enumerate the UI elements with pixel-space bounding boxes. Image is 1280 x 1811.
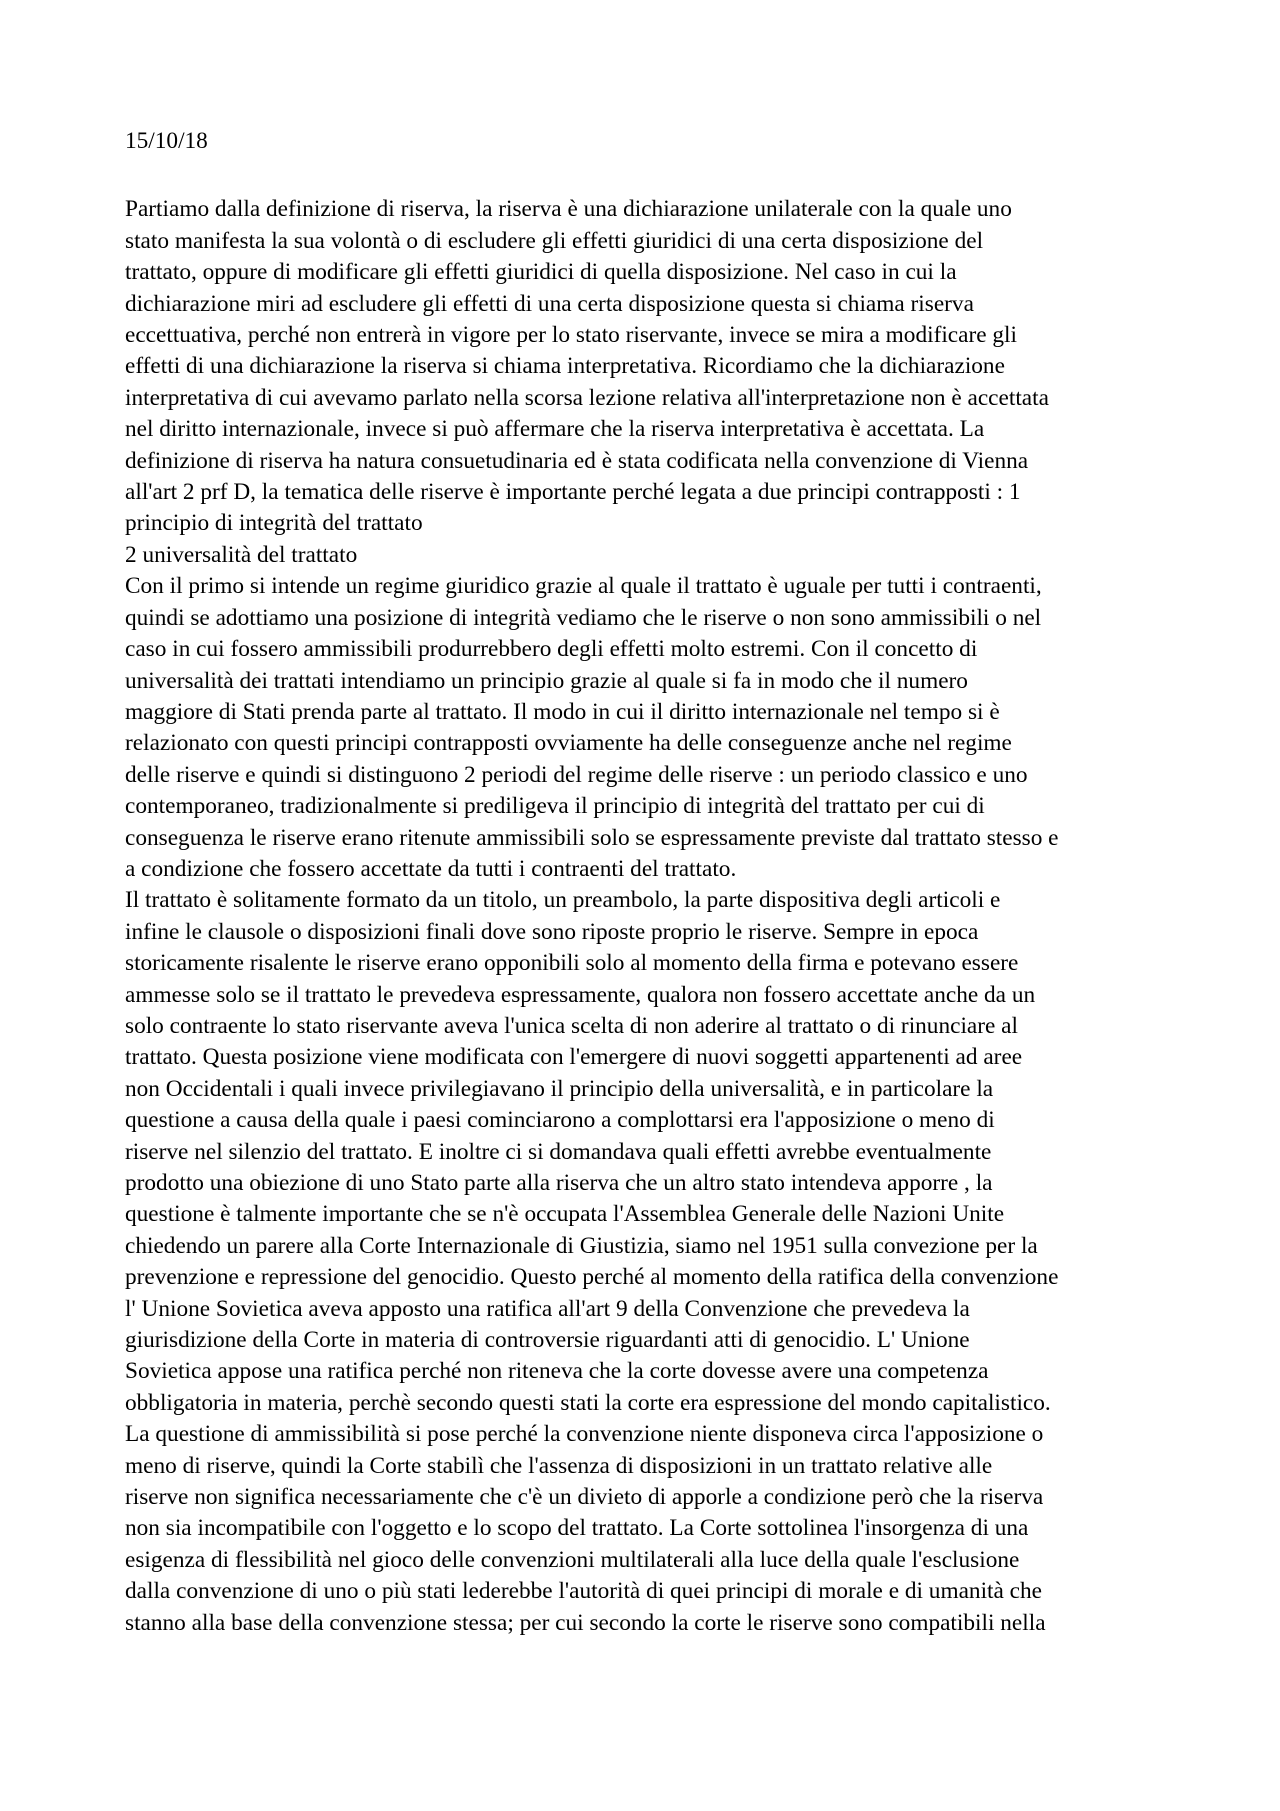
document-date: 15/10/18 — [125, 128, 208, 154]
document-page — [125, 126, 1165, 1639]
paragraph-regime-riserve: Con il primo si intende un regime giuridico grazie al quale il trattato è uguale per tutti i contraenti, quindi se adottiamo una posizione di integrità vediamo che le riserve o non sono ammissibili o nel caso in cui fossero ammissibili produrrebbero degli effetti molto estremi. Con il concetto di universalità dei trattati intendiamo un principio grazie al quale si fa in modo che il numero maggiore di Stati prenda parte al trattato. Il modo in cui il diritto internazionale nel tempo si è relazionato con questi principi contrapposti ovviamente ha delle conseguenze anche nel regime delle riserve e quindi si distinguono 2 periodi del regime delle riserve : un periodo classico e uno contemporaneo, tradizionalmente si prediligeva il principio di integrità del trattato per cui di conseguenza le riserve erano ritenute ammissibili solo se espressamente previste dal trattato stesso e a condizione che fossero accettate da tutti i contraenti del trattato. — [125, 573, 1059, 882]
paragraph-struttura-trattato: Il trattato è solitamente formato da un titolo, un preambolo, la parte dispositiva degli articoli e infine le clausole o disposizioni finali dove sono riposte proprio le riserve. Sempre in epoca storicamente risalente le riserve erano opponibili solo al momento della firma e potevano essere ammesse solo se il trattato le prevedeva espressamente, qualora non fossero accettate anche da un solo contraente lo stato riservante aveva l'unica scelta di non aderire al trattato o di rinunciare al trattato. Questa posizione viene modificata con l'emergere di nuovi soggetti appartenenti ad aree non Occidentali i quali invece privilegiavano il principio della universalità, e in particolare la questione a causa della quale i paesi cominciarono a complottarsi era l'apposizione o meno di riserve nel silenzio del trattato. E inoltre ci si domandava quali effetti avrebbe eventualmente prodotto una obiezione di uno Stato parte alla riserva che un altro stato intendeva apporre , la questione è talmente importante che se n'è occupata l'Assemblea Generale delle Nazioni Unite chiedendo un parere alla Corte Internazionale di Giustizia, siamo nel 1951 sulla convezione per la prevenzione e repressione del genocidio. Questo perché al momento della ratifica della convenzione l' Unione Sovietica aveva apposto una ratifica all'art 9 della Convenzione che prevedeva la giurisdizione della Corte in materia di controversie riguardanti atti di genocidio. L' Unione Sovietica appose una ratifica perché non riteneva che la corte dovesse avere una competenza obbligatoria in materia, perchè secondo questi stati la corte era espressione del mondo capitalistico. La questione di ammissibilità si pose perché la convenzione niente disponeva circa l'apposizione o meno di riserve, quindi la Corte stabilì che l'assenza di disposizioni in un trattato relative alle riserve non significa necessariamente che c'è un divieto di apporle a condizione però che la riserva non sia incompatibile con l'oggetto e lo scopo del trattato. La Corte sottolinea l'insorgenza di una esigenza di flessibilità nel gioco delle convenzioni multilaterali alla luce della quale l'esclusione dalla convenzione di uno o più stati lederebbe l'autorità di quei principi di morale e di umanità che stanno alla base della convenzione stessa; per cui secondo la corte le riserve sono compatibili nella — [125, 887, 1059, 1636]
paragraph-universalita: 2 universalità del trattato — [125, 541, 358, 568]
paragraph-riserva-definition: Partiamo dalla definizione di riserva, la riserva è una dichiarazione unilaterale con la quale uno stato manifesta la sua volontà o di escludere gli effetti giuridici di una certa disposizione del trattato, oppure di modificare gli effetti giuridici di quella disposizione. Nel caso in cui la dichiarazione miri ad escludere gli effetti di una certa disposizione questa si chiama riserva eccettuativa, perché non entrerà in vigore per lo stato riservante, invece se mira a modificare gli effetti di una dichiarazione la riserva si chiama interpretativa. Ricordiamo che la dichiarazione interpretativa di cui avevamo parlato nella scorsa lezione relativa all'interpretazione non è accettata nel diritto internazionale, invece si può affermare che la riserva interpretativa è accettata. La definizione di riserva ha natura consuetudinaria ed è stata codificata nella convenzione di Vienna all'art 2 prf D, la tematica delle riserve è importante perché legata a due principi contrapposti : 1 principio di integrità del trattato — [125, 196, 1049, 537]
